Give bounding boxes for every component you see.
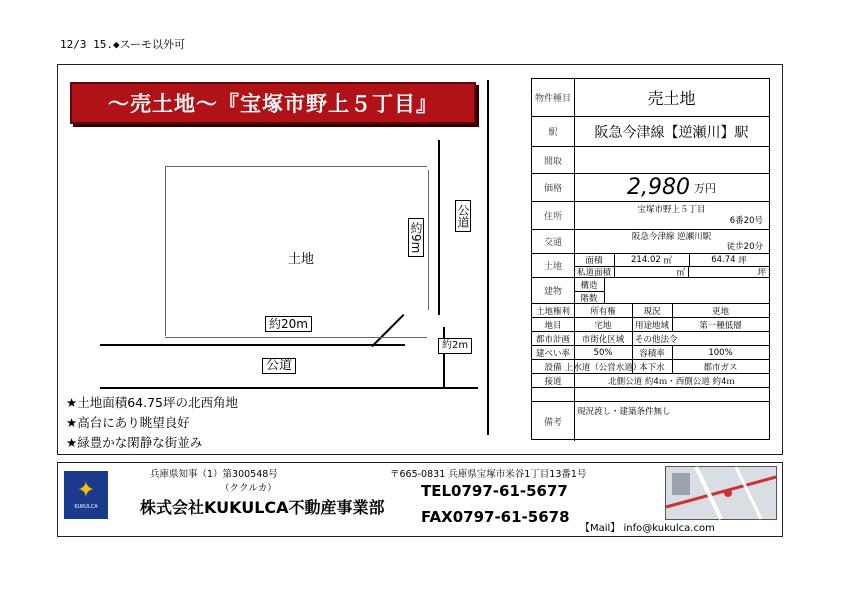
- water-value: 上水道（公営水道）: [574, 360, 633, 373]
- rights-label: 土地権利: [532, 304, 575, 317]
- current-label: 現況: [632, 304, 673, 317]
- building-label: 建物: [532, 278, 575, 303]
- width-label: 約20m: [265, 316, 312, 332]
- floor-label: 階数: [574, 291, 605, 304]
- table-row: [532, 304, 769, 318]
- corner-road-line: [443, 327, 445, 387]
- table-row: [532, 230, 769, 254]
- transport-line2: 徒歩20分: [726, 241, 763, 252]
- table-row: [532, 147, 769, 174]
- bird-icon: ✦: [76, 478, 96, 503]
- depth-dimension-line: [428, 170, 429, 310]
- use-label: 用途地域: [632, 318, 673, 331]
- table-row: [532, 254, 769, 278]
- license-number: 兵庫県知事（1）第300548号: [150, 469, 278, 480]
- lot-boundary-west: [165, 166, 166, 336]
- feature-item: ★緑豊かな閑静な街並み: [66, 435, 203, 450]
- road-far-edge-south: [100, 387, 478, 389]
- station-value: 阪急今津線【逆瀬川】駅: [594, 124, 749, 141]
- transport-line1: 阪急今津線 逆瀬川駅: [631, 231, 712, 242]
- structure-label: 構造: [574, 278, 605, 292]
- feature-item: ★土地面積64.75坪の北西角地: [66, 395, 238, 410]
- type-label: 物件種目: [532, 79, 575, 116]
- price-label: 価格: [532, 174, 575, 201]
- rights-value: 所有権: [574, 304, 633, 317]
- company-mail: 【Mail】 info@kukulca.com: [580, 523, 715, 534]
- table-row: [532, 174, 769, 202]
- property-table: [531, 78, 770, 440]
- logo-text: KUKULCA: [74, 504, 98, 510]
- table-row: [532, 388, 769, 402]
- transport-label: 交通: [532, 230, 575, 253]
- location-map-thumbnail: [665, 466, 777, 520]
- plan-label: 都市計画: [532, 332, 575, 345]
- sewer-value: 本下水: [632, 360, 673, 373]
- price-unit: 万円: [693, 181, 716, 195]
- table-row: [532, 318, 769, 332]
- remarks-value: 現況渡し・建築条件無し: [577, 407, 671, 417]
- other-value: その他法令: [635, 334, 678, 345]
- land-label: 土地: [288, 252, 315, 267]
- area-tsubo: 64.74 坪: [689, 254, 769, 267]
- company-reading: （ククルカ）: [220, 483, 277, 494]
- water-label: 設備: [532, 360, 575, 373]
- land-label: 土地: [532, 254, 575, 277]
- road-edge-south: [100, 344, 405, 346]
- table-row: [532, 402, 769, 441]
- table-row: [532, 278, 769, 304]
- road-east-label: 公道: [455, 200, 471, 232]
- price-value: 2,980: [627, 175, 690, 200]
- width-dimension-line: [165, 337, 427, 338]
- feature-item: ★高台にあり眺望良好: [66, 415, 190, 430]
- table-row: [532, 346, 769, 360]
- private-road-label: 私道面積: [574, 266, 615, 278]
- area-label: 面積: [574, 254, 615, 267]
- address-line1: 宝塚市野上５丁目: [637, 204, 706, 215]
- gas-value: 都市ガス: [703, 362, 738, 373]
- table-row: [532, 202, 769, 230]
- facility-label: [532, 388, 575, 401]
- table-row: [532, 117, 769, 147]
- table-row: [532, 360, 769, 374]
- corner-label: 約2m: [438, 338, 472, 354]
- layout-label: 間取: [532, 147, 575, 173]
- company-name: 株式会社KUKULCA不動産事業部: [140, 498, 385, 517]
- road-edge-east: [438, 140, 440, 315]
- plan-value: 市街化区域: [574, 332, 633, 345]
- type-value: 売土地: [647, 89, 696, 108]
- road-far-edge-east: [487, 80, 489, 435]
- company-tel: TEL0797-61-5677: [421, 482, 568, 500]
- current-value: 更地: [711, 306, 729, 317]
- company-fax: FAX0797-61-5678: [421, 508, 570, 526]
- coverage-value: 50%: [574, 346, 633, 359]
- lot-boundary-north: [165, 166, 427, 167]
- company-address: 〒665-0831 兵庫県宝塚市米谷1丁目13番1号: [390, 469, 587, 480]
- category-value: 宅地: [574, 318, 633, 331]
- coverage-label: 建ぺい率: [532, 346, 575, 359]
- private-tsubo: 坪: [757, 268, 766, 278]
- road-value: 北側公道 約4ｍ・西側公道 約4ｍ: [608, 376, 735, 387]
- header-note: 12/3 15.◆スーモ以外可: [60, 38, 186, 51]
- note-label: 備考: [532, 402, 575, 441]
- table-row: [532, 374, 769, 388]
- use-value: 第一種低層: [699, 320, 742, 331]
- far-value: 100%: [708, 347, 733, 358]
- transport-cell: [574, 230, 769, 253]
- title-banner: 〜売土地〜『宝塚市野上５丁目』: [70, 82, 476, 124]
- station-label: 駅: [532, 117, 575, 146]
- table-row: [532, 332, 769, 346]
- depth-label: 約9m: [408, 218, 424, 257]
- private-sqm: ㎡: [614, 266, 689, 278]
- address-label: 住所: [532, 202, 575, 229]
- table-row: [532, 79, 769, 117]
- address-cell: [574, 202, 769, 229]
- far-label: 容積率: [632, 346, 673, 359]
- price-cell: [574, 174, 769, 201]
- company-logo: [64, 471, 108, 519]
- road-south-label: 公道: [262, 358, 296, 374]
- road-label: 接道: [532, 374, 575, 387]
- area-sqm: 214.02 ㎡: [614, 254, 690, 267]
- category-label: 地目: [532, 318, 575, 331]
- map-icon: [666, 467, 776, 519]
- address-line2: 6番20号: [729, 215, 763, 226]
